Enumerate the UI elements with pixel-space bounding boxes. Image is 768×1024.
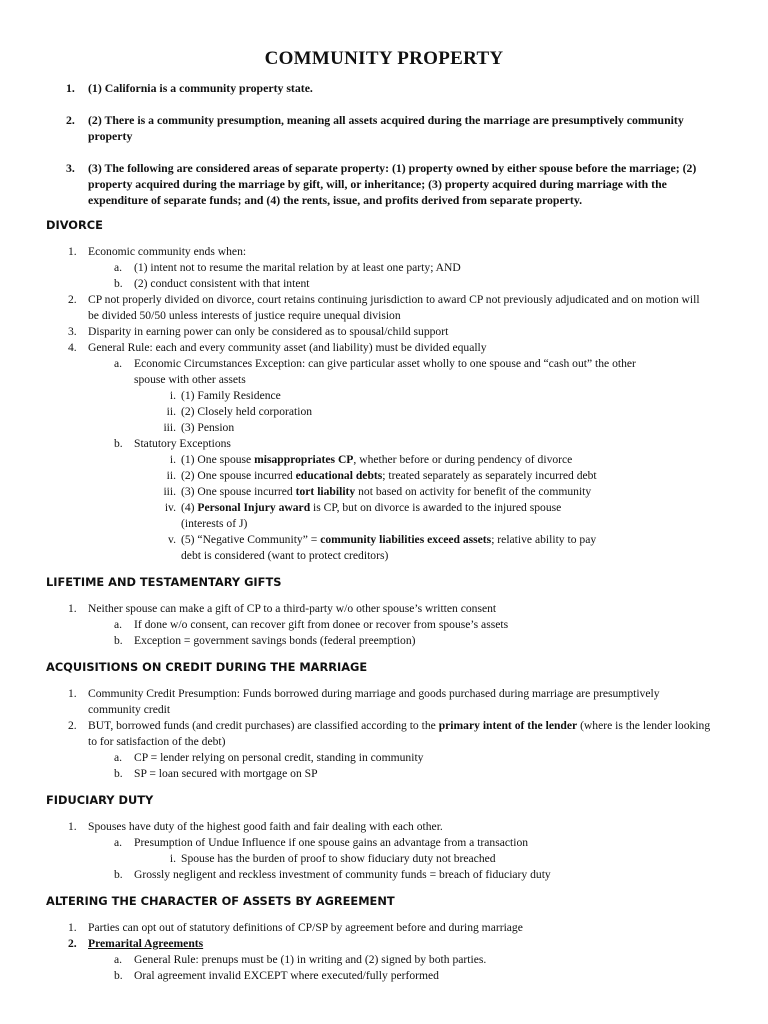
item-number: b. [114, 868, 123, 881]
item-number: a. [114, 751, 123, 764]
item-text: (3) One spouse incurred [181, 485, 296, 498]
list-item [0, 968, 712, 984]
list-item [0, 80, 768, 96]
list-item [0, 819, 768, 883]
list-item [0, 851, 656, 867]
item-number: b. [114, 634, 123, 647]
item-text: Disparity in earning power can only be considered as to spousal/child support [88, 325, 449, 338]
list-item [0, 867, 712, 883]
item-number: ii. [166, 405, 176, 418]
item-text: General Rule: prenups must be (1) in writing and (2) signed by both parties. [134, 953, 487, 966]
list-item [0, 388, 656, 404]
section-divorce [0, 218, 768, 564]
item-number: i. [169, 389, 176, 402]
section-heading: DIVORCE [46, 218, 103, 232]
list-item [0, 500, 656, 532]
item-text: Community Credit Presumption: Funds borrowed during marriage and goods purchased during marriage are presumptively community credit [88, 687, 660, 716]
item-text: (1) Family Residence [181, 389, 281, 402]
item-number: a. [114, 357, 123, 370]
list-item [0, 260, 712, 276]
item-text: (5) “Negative Community” = [181, 533, 321, 546]
item-number: a. [114, 836, 123, 849]
list-item [0, 436, 712, 564]
list-item [0, 835, 712, 867]
item-number: 1. [68, 687, 77, 700]
item-text: (3) The following are considered areas of separate property: (1) property owned by either spouse before the marriage; (2) property acquired during the marriage by gift, will, or inheritance; (3) property acquired during marriage with the expenditure of separate funds; and (4) the rents, issue, and profits derived from separate property. [88, 161, 697, 207]
list-item [0, 340, 768, 564]
item-emphasis: educational debts [295, 469, 383, 482]
item-text: (1) California is a community property state. [88, 81, 313, 95]
item-emphasis: tort liability [295, 485, 356, 498]
item-text: (2) One spouse incurred [181, 469, 296, 482]
list-item [0, 452, 656, 468]
item-number: b. [114, 277, 123, 290]
section-heading: LIFETIME AND TESTAMENTARY GIFTS [46, 575, 282, 589]
item-number: b. [114, 437, 123, 450]
item-number: iii. [163, 421, 176, 434]
section-heading: ALTERING THE CHARACTER OF ASSETS BY AGREEMENT [46, 894, 395, 908]
item-number: iv. [164, 501, 176, 514]
item-text: Exception = government savings bonds (federal preemption) [134, 634, 416, 647]
item-text: Neither spouse can make a gift of CP to a third-party w/o other spouse’s written consent [88, 602, 497, 615]
list-item [0, 532, 656, 564]
item-text: CP not properly divided on divorce, court retains continuing jurisdiction to award CP not previously adjudicated and on motion will be divided 50/50 unless interests of justice require unequal division [88, 293, 700, 322]
item-text: (2) Closely held corporation [181, 405, 313, 418]
section-fiduciary [0, 793, 768, 883]
item-text: (1) One spouse [181, 453, 255, 466]
item-number: 2. [68, 937, 77, 950]
item-text: Oral agreement invalid EXCEPT where executed/fully performed [134, 969, 439, 982]
list-item [0, 112, 768, 144]
item-text: SP = loan secured with mortgage on SP [134, 767, 318, 780]
item-text: Presumption of Undue Influence if one spouse gains an advantage from a transaction [134, 836, 529, 849]
item-text: ; treated separately as separately incurred debt [382, 469, 597, 482]
list-item [0, 936, 768, 984]
list-item [0, 920, 768, 936]
item-text: (3) Pension [181, 421, 235, 434]
list-item [0, 633, 712, 649]
item-text: (where is the lender looking to for satisfaction of the debt) [88, 719, 711, 748]
list-item [0, 718, 768, 782]
item-number: 1. [66, 81, 75, 95]
item-number: 1. [68, 245, 77, 258]
item-text: Economic community ends when: [88, 245, 247, 258]
item-number: a. [114, 261, 123, 274]
list-item [0, 292, 768, 324]
item-number: iii. [163, 485, 176, 498]
item-text: is CP, but on divorce is awarded to the injured spouse (interests of J) [181, 501, 562, 530]
item-number: 1. [68, 602, 77, 615]
item-number: b. [114, 969, 123, 982]
item-number: 2. [68, 293, 77, 306]
intro-list [0, 80, 768, 208]
item-number: 3. [68, 325, 77, 338]
list-item [0, 484, 656, 500]
item-text: (2) conduct consistent with that intent [134, 277, 310, 290]
list-item [0, 244, 768, 292]
list-item [0, 468, 656, 484]
item-number: 2. [68, 719, 77, 732]
list-item [0, 601, 768, 649]
list-item [0, 617, 712, 633]
item-number: 3. [66, 161, 75, 175]
item-text: not based on activity for benefit of the community [355, 485, 592, 498]
item-text: , whether before or during pendency of divorce [353, 453, 573, 466]
list-item [0, 356, 712, 436]
item-number: 1. [68, 921, 77, 934]
item-text: Statutory Exceptions [134, 437, 231, 450]
item-emphasis: community liabilities exceed assets [320, 533, 492, 546]
item-text: BUT, borrowed funds (and credit purchases) are classified according to the [88, 719, 439, 732]
item-emphasis: primary intent of the lender [438, 719, 578, 732]
list-item [0, 750, 712, 766]
item-number: 2. [66, 113, 75, 127]
list-item [0, 420, 656, 436]
item-number: 1. [68, 820, 77, 833]
item-text: General Rule: each and every community asset (and liability) must be divided equally [88, 341, 487, 354]
list-item [0, 276, 712, 292]
item-emphasis: misappropriates CP [254, 453, 354, 466]
section-gifts [0, 575, 768, 649]
section-heading: ACQUISITIONS ON CREDIT DURING THE MARRIAGE [46, 660, 368, 674]
list-item [0, 766, 712, 782]
item-number: b. [114, 767, 123, 780]
section-credit [0, 660, 768, 782]
item-text: ; relative ability to pay debt is considered (want to protect creditors) [181, 533, 597, 562]
item-text: (2) There is a community presumption, meaning all assets acquired during the marriage are presumptively community property [88, 113, 684, 143]
item-text: Economic Circumstances Exception: can give particular asset wholly to one spouse and “cash out” the other spouse with other assets [134, 357, 636, 386]
page-title: COMMUNITY PROPERTY [264, 48, 504, 69]
item-number: i. [169, 852, 176, 865]
list-item [0, 404, 656, 420]
section-heading: FIDUCIARY DUTY [46, 793, 154, 807]
item-emphasis: Personal Injury award [197, 501, 311, 514]
item-text: Parties can opt out of statutory definitions of CP/SP by agreement before and during marriage [88, 921, 523, 934]
item-number: a. [114, 618, 123, 631]
item-number: i. [169, 453, 176, 466]
item-text: CP = lender relying on personal credit, standing in community [134, 751, 424, 764]
item-text: Grossly negligent and reckless investment of community funds = breach of fiduciary duty [134, 868, 551, 881]
item-number: v. [168, 533, 176, 546]
item-text: Spouses have duty of the highest good faith and fair dealing with each other. [88, 820, 443, 833]
list-item [0, 952, 712, 968]
list-item [0, 686, 768, 718]
item-text: Spouse has the burden of proof to show fiduciary duty not breached [181, 852, 496, 865]
section-altering [0, 894, 768, 984]
item-number: a. [114, 953, 123, 966]
item-number: 4. [68, 341, 77, 354]
item-text: If done w/o consent, can recover gift from donee or recover from spouse’s assets [134, 618, 509, 631]
item-text: Premarital Agreements [88, 937, 204, 950]
item-text: (4) [181, 501, 198, 514]
list-item [0, 160, 768, 208]
item-number: ii. [166, 469, 176, 482]
item-text: (1) intent not to resume the marital relation by at least one party; AND [134, 261, 461, 274]
list-item [0, 324, 768, 340]
